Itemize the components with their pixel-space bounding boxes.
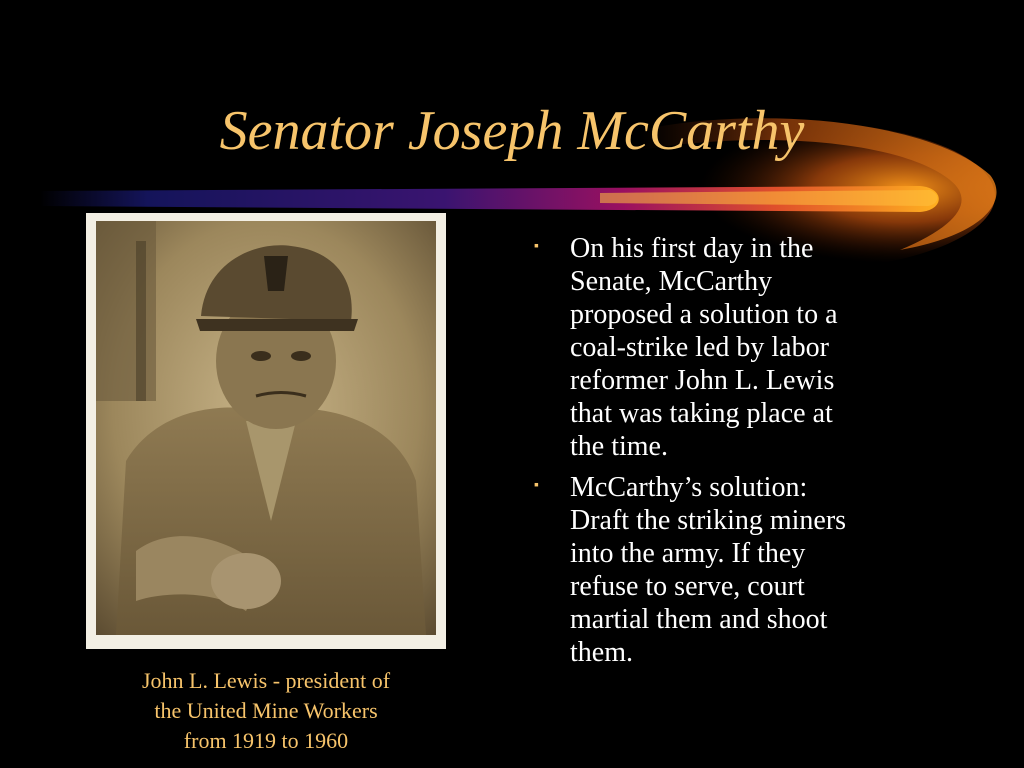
bullet-text-line: proposed a solution to a <box>570 299 838 330</box>
bullet-text-line: martial them and shoot <box>570 604 828 635</box>
photo-frame <box>86 213 446 649</box>
slide-title: Senator Joseph McCarthy <box>219 100 805 162</box>
bullet-text-line: into the army. If they <box>570 538 806 569</box>
caption-line: from 1919 to 1960 <box>183 728 349 753</box>
portrait-photo <box>96 221 436 635</box>
bullet-text-line: Senate, McCarthy <box>570 266 773 297</box>
bullet-item <box>534 471 954 669</box>
bullet-text-line: coal-strike led by labor <box>570 332 829 363</box>
bullet-text-line: the time. <box>570 431 668 462</box>
bullet-text-line: McCarthy’s solution: <box>570 472 808 503</box>
bullet-text-line: refuse to serve, court <box>570 571 805 602</box>
bullet-list <box>534 232 954 677</box>
bullet-text-line: them. <box>570 637 633 668</box>
bullet-text-line: Draft the striking miners <box>570 505 847 536</box>
bullet-item <box>534 232 954 463</box>
square-bullet-icon: ▪ <box>534 478 539 493</box>
bullet-text-line: that was taking place at <box>570 398 833 429</box>
square-bullet-icon: ▪ <box>534 239 539 254</box>
bullet-text-line: reformer John L. Lewis <box>570 365 835 396</box>
photo-caption <box>86 666 446 756</box>
caption-line: the United Mine Workers <box>154 698 378 723</box>
bullet-text-line: On his first day in the <box>570 233 814 264</box>
caption-line: John L. Lewis - president of <box>141 668 391 693</box>
